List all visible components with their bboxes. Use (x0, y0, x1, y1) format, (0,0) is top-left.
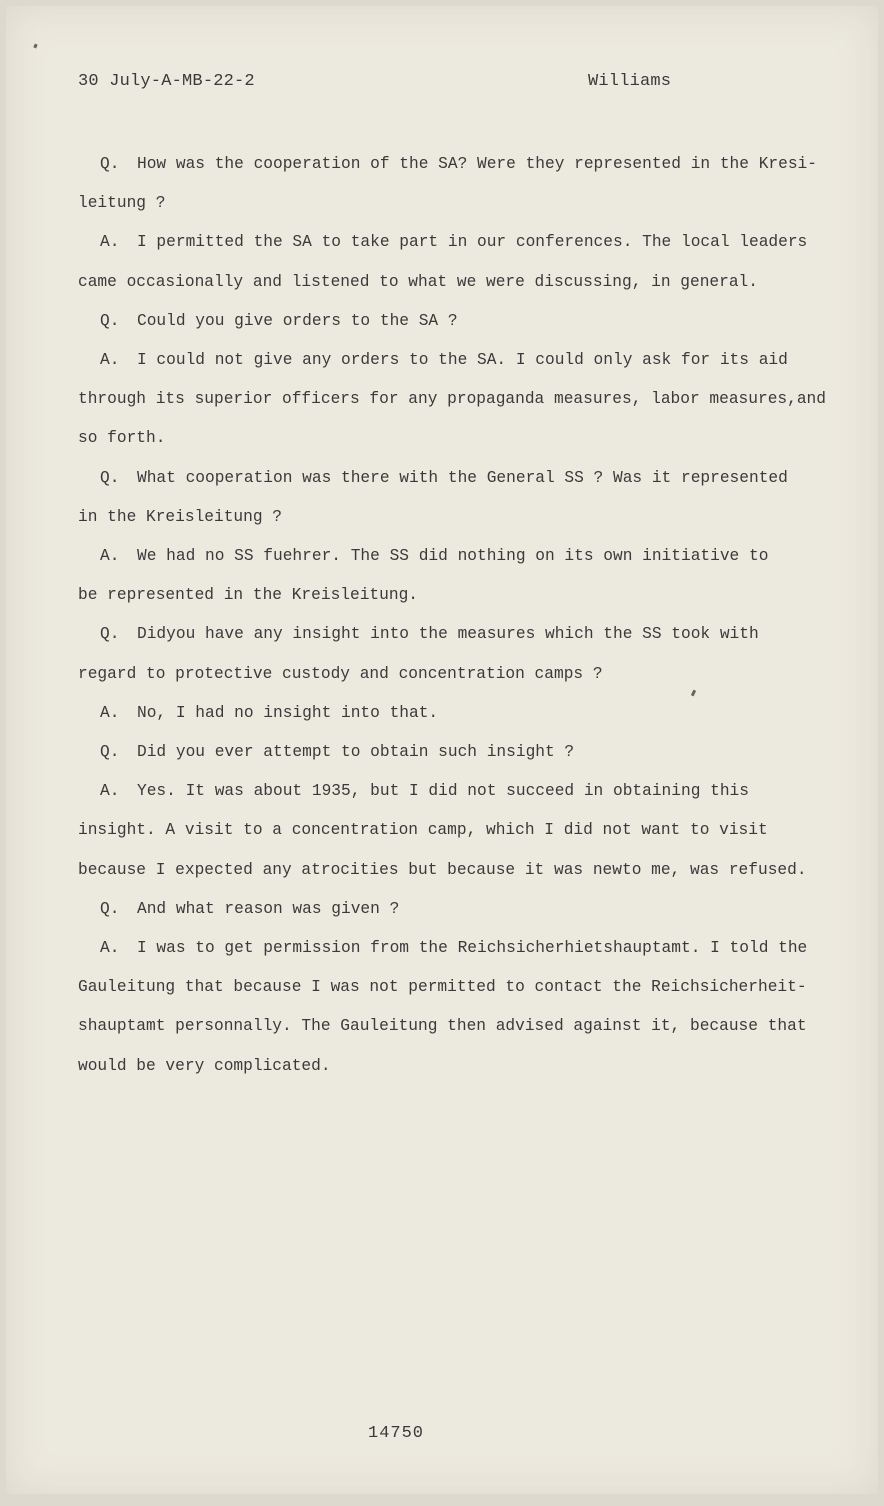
transcript-entry (78, 929, 828, 1086)
speaker-label: Q. (100, 899, 120, 918)
transcript-line: We had no SS fuehrer. The SS did nothing on its own initiative to (137, 547, 769, 566)
transcript-entry (78, 341, 828, 459)
transcript-body (78, 145, 828, 1086)
ink-speck (33, 44, 37, 49)
transcript-line: Yes. It was about 1935, but I did not succeed in obtaining this (137, 782, 749, 801)
speaker-label: Q. (100, 743, 120, 762)
transcript-line: came occasionally and listened to what we were discussing, in general. (78, 272, 758, 291)
speaker-label: Q. (100, 311, 120, 330)
speaker-label: Q. (100, 155, 120, 173)
transcript-entry (78, 733, 828, 772)
transcript-line: through its superior officers for any propaganda measures, labor measures,and (78, 390, 826, 409)
transcript-entry (78, 223, 828, 301)
transcript-line: because I expected any atrocities but because it was newto me, was refused. (78, 860, 807, 879)
transcript-line: in the Kreisleitung ? (78, 507, 282, 526)
transcript-line: How was the cooperation of the SA? Were they represented in the Kresi- (137, 155, 817, 173)
transcript-entry (78, 459, 828, 537)
transcript-line: shauptamt personnally. The Gauleitung then advised against it, because that (78, 1017, 807, 1036)
speaker-label: Q. (100, 468, 120, 487)
transcript-line: I permitted the SA to take part in our conferences. The local leaders (137, 233, 808, 252)
transcript-entry (78, 302, 828, 341)
transcript-line: insight. A visit to a concentration camp, which I did not want to visit (78, 821, 768, 840)
witness-name: Williams (588, 72, 672, 91)
transcript-line: Gauleitung that because I was not permitted to contact the Reichsicherheit- (78, 978, 807, 997)
transcript-line: Did you ever attempt to obtain such insight ? (137, 743, 575, 762)
transcript-line: I could not give any orders to the SA. I could only ask for its aid (137, 351, 788, 370)
transcript-entry (78, 537, 828, 615)
transcript-line: And what reason was given ? (137, 899, 400, 918)
transcript-line: leitung ? (78, 194, 166, 213)
document-reference: 30 July-A-MB-22-2 (78, 72, 255, 91)
transcript-line: Could you give orders to the SA ? (137, 311, 458, 330)
transcript-line: so forth. (78, 429, 166, 448)
transcript-entry (78, 694, 828, 733)
transcript-line: I was to get permission from the Reichsicherhietshauptamt. I told the (137, 939, 808, 958)
speaker-label: A. (100, 547, 120, 566)
page-number: 14750 (368, 1424, 425, 1443)
transcript-entry (78, 772, 828, 890)
transcript-line: What cooperation was there with the General SS ? Was it represented (137, 468, 788, 487)
transcript-entry (78, 145, 828, 223)
document-page (6, 6, 878, 1494)
transcript-line: Didyou have any insight into the measures which the SS took with (137, 625, 759, 644)
speaker-label: A. (100, 233, 120, 252)
transcript-entry (78, 615, 828, 693)
transcript-line: regard to protective custody and concentration camps ? (78, 664, 603, 683)
transcript-line: would be very complicated. (78, 1056, 331, 1075)
speaker-label: A. (100, 939, 120, 958)
transcript-line: be represented in the Kreisleitung. (78, 586, 418, 605)
speaker-label: A. (100, 703, 120, 722)
speaker-label: A. (100, 782, 120, 801)
speaker-label: Q. (100, 625, 120, 644)
transcript-entry (78, 890, 828, 929)
transcript-line: No, I had no insight into that. (137, 703, 439, 722)
speaker-label: A. (100, 351, 120, 370)
